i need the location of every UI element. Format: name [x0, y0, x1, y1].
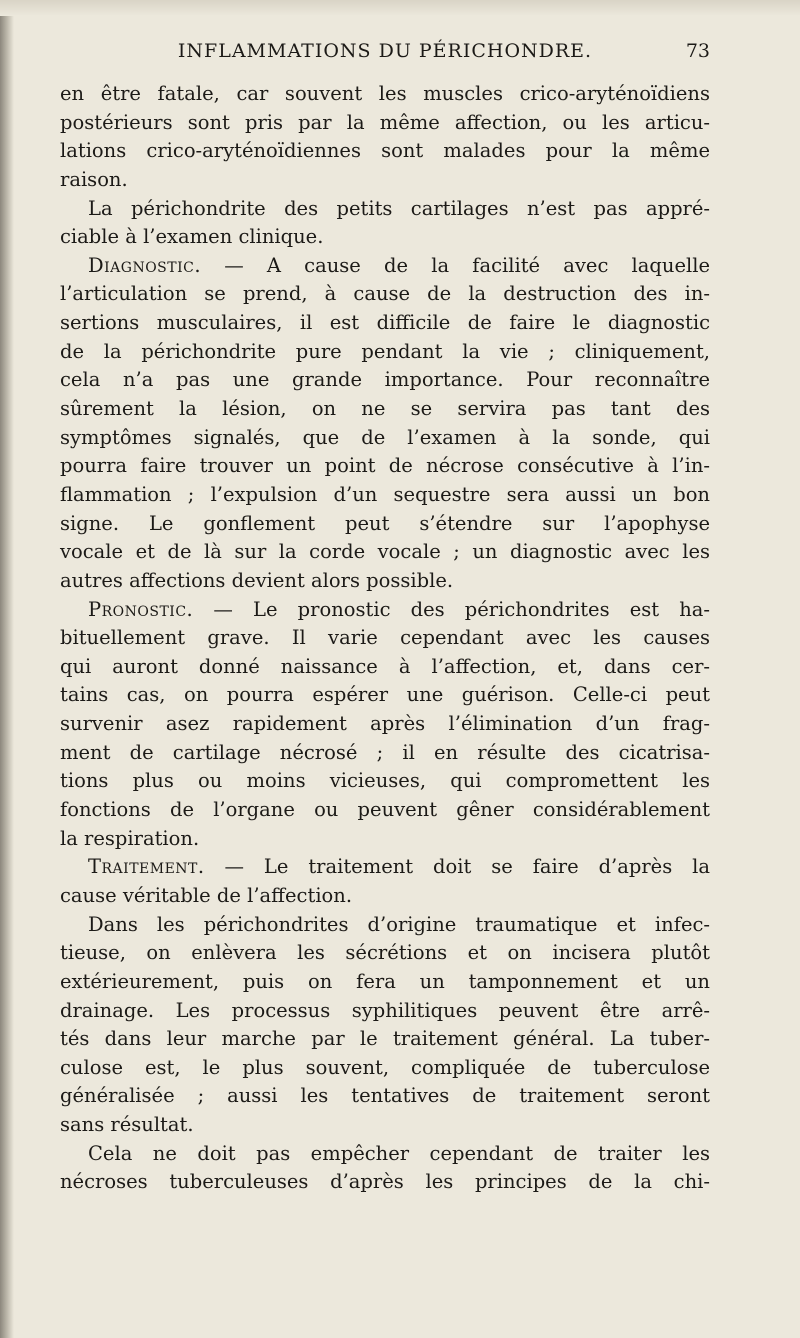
- text-line: cela n’a pas une grande importance. Pour reconnaître: [60, 368, 710, 392]
- text-line: lations crico-aryténoïdiennes sont malades pour la même: [60, 139, 710, 163]
- text-line: la respiration.: [60, 826, 200, 850]
- binding-shadow: [0, 0, 14, 1338]
- text-line: tions plus ou moins vicieuses, qui compromettent les: [60, 769, 710, 793]
- text-line: l’articulation se prend, à cause de la destruction des in-: [60, 282, 710, 306]
- text-line: signe. Le gonflement peut s’étendre sur l’apophyse: [60, 511, 710, 535]
- text-line: sûrement la lésion, on ne se servira pas tant des: [60, 397, 710, 421]
- text-line: généralisée ; aussi les tentatives de traitement seront: [60, 1084, 710, 1108]
- page-header: [60, 38, 710, 68]
- text-line: fonctions de l’organe ou peuvent gêner considérablement: [60, 798, 710, 822]
- text-line-pronostic: [60, 596, 710, 625]
- text-line: de la périchondrite pure pendant la vie ; cliniquement,: [60, 339, 710, 363]
- text-line: Cela ne doit pas empêcher cependant de traiter les: [88, 1141, 710, 1165]
- text-line: tains cas, on pourra espérer une guérison. Celle-ci peut: [60, 683, 710, 707]
- text-line: ciable à l’examen clinique.: [60, 225, 324, 249]
- body-text: [60, 80, 710, 1197]
- text-line: sans résultat.: [60, 1113, 194, 1137]
- text-fragment: — Le traitement doit se faire d’après la: [224, 855, 710, 879]
- text-line: Dans les périchondrites d’origine traumatique et infec-: [88, 912, 710, 936]
- text-line: raison.: [60, 167, 128, 191]
- text-line: qui auront donné naissance à l’affection, et, dans cer-: [60, 654, 710, 678]
- text-line: drainage. Les processus syphilitiques peuvent être arrê-: [60, 998, 710, 1022]
- text-line: sertions musculaires, il est difficile de faire le diagnostic: [60, 311, 710, 335]
- text-fragment: — Le pronostic des périchondrites est ha-: [213, 597, 710, 621]
- text-line: ment de cartilage nécrosé ; il en résulte des cicatrisa-: [60, 740, 710, 764]
- text-line: en être fatale, car souvent les muscles crico-aryténoïdiens: [60, 82, 710, 105]
- text-line: flammation ; l’expulsion d’un sequestre sera aussi un bon: [60, 482, 710, 506]
- text-line: nécroses tuberculeuses d’après les principes de la chi-: [60, 1170, 710, 1194]
- text-line: postérieurs sont pris par la même affection, ou les articu-: [60, 110, 710, 134]
- text-line: autres affections devient alors possible.: [60, 568, 454, 592]
- text-line: tieuse, on enlèvera les sécrétions et on incisera plutôt: [60, 941, 710, 965]
- text-line: tés dans leur marche par le traitement général. La tuber-: [60, 1027, 710, 1051]
- top-edge-shadow: [0, 0, 800, 16]
- text-fragment: — A cause de la facilité avec laquelle: [224, 253, 711, 277]
- page-number: 73: [685, 40, 710, 62]
- text-line-traitement: [60, 853, 710, 882]
- text-line: culose est, le plus souvent, compliquée de tuberculose: [60, 1055, 710, 1079]
- text-line: vocale et de là sur la corde vocale ; un diagnostic avec les: [60, 540, 710, 564]
- text-line: survenir asez rapidement après l’élimination d’un frag-: [60, 712, 710, 736]
- section-title-pronostic: Pronostic.: [88, 597, 194, 621]
- section-title-diagnostic: Diagnostic.: [88, 253, 202, 277]
- running-title: INFLAMMATIONS DU PÉRICHONDRE.: [177, 40, 593, 62]
- section-title-traitement: Traitement.: [88, 855, 205, 879]
- text-line-diagnostic: [60, 252, 710, 281]
- text-line: La périchondrite des petits cartilages n’est pas appré-: [88, 196, 710, 220]
- text-line: bituellement grave. Il varie cependant avec les causes: [60, 626, 710, 650]
- text-line: symptômes signalés, que de l’examen à la sonde, qui: [60, 425, 710, 449]
- text-line: extérieurement, puis on fera un tamponnement et un: [60, 969, 710, 993]
- text-line: pourra faire trouver un point de nécrose consécutive à l’in-: [60, 454, 710, 478]
- text-line: cause véritable de l’affection.: [60, 883, 353, 907]
